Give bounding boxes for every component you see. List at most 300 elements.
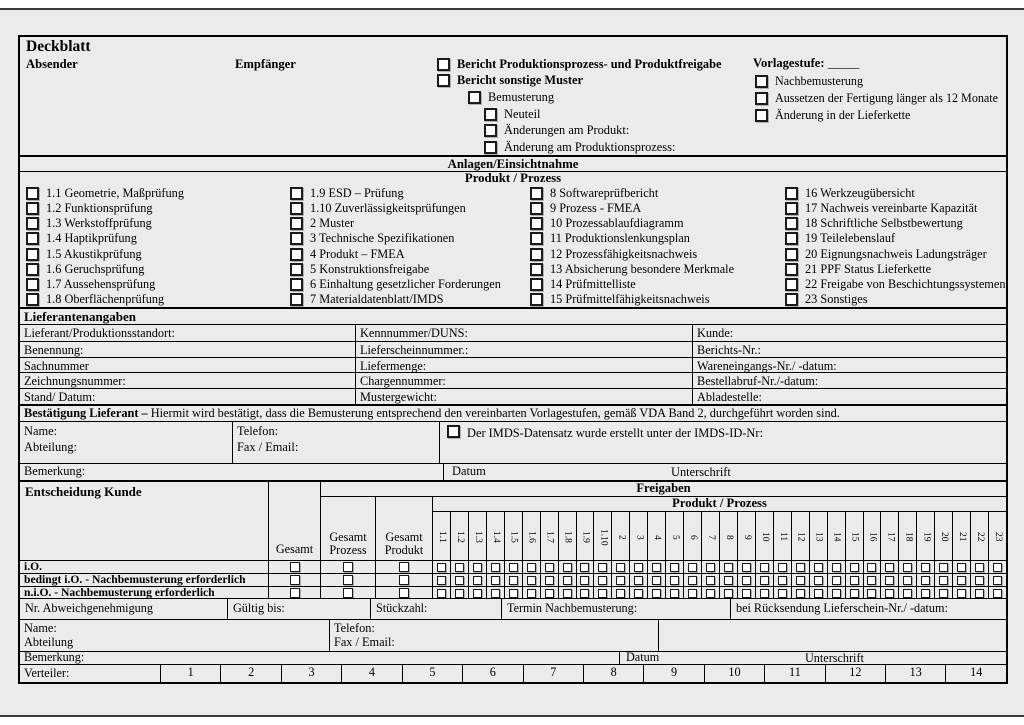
checkbox[interactable] xyxy=(993,589,1002,598)
verteiler-cell[interactable]: 2 xyxy=(220,665,280,682)
freigabe-cell xyxy=(541,586,558,599)
checkbox[interactable] xyxy=(850,563,859,572)
anlagen-checkbox-grid xyxy=(20,186,1006,309)
checkbox[interactable] xyxy=(903,576,912,585)
checkbox[interactable] xyxy=(832,563,841,572)
checkbox[interactable] xyxy=(26,232,39,245)
checkbox[interactable] xyxy=(867,576,876,585)
checkbox[interactable] xyxy=(580,576,589,585)
checkbox[interactable] xyxy=(527,589,536,598)
anlagen-item xyxy=(785,216,1006,231)
abteilung-label: Abteilung xyxy=(24,635,74,649)
checkbox[interactable] xyxy=(437,563,446,572)
checkbox[interactable] xyxy=(785,293,798,306)
freigabe-column-header: 11 xyxy=(777,532,788,542)
checkbox[interactable] xyxy=(455,589,464,598)
checkbox[interactable] xyxy=(634,563,643,572)
checkbox[interactable] xyxy=(399,562,409,572)
checkbox[interactable] xyxy=(957,563,966,572)
freigabe-cell xyxy=(433,560,450,573)
freigabe-column xyxy=(863,512,881,599)
checkbox[interactable] xyxy=(530,202,543,215)
freigabe-cell xyxy=(559,573,576,586)
freigabe-cell xyxy=(720,560,737,573)
supplier-phone-cell[interactable] xyxy=(233,422,440,463)
checkbox[interactable] xyxy=(706,576,715,585)
customer-name-cell[interactable] xyxy=(20,620,330,651)
deckblatt-form xyxy=(18,35,1008,684)
abweichgenehmigung-row xyxy=(20,599,1006,620)
lieferanten-cell[interactable]: Kunde: xyxy=(692,325,1006,341)
verteiler-cell[interactable]: 3 xyxy=(281,665,341,682)
checkbox[interactable] xyxy=(921,589,930,598)
checkbox[interactable] xyxy=(796,576,805,585)
freigabe-column-header: 5 xyxy=(670,534,681,540)
checkbox[interactable] xyxy=(957,589,966,598)
verteiler-cell[interactable]: 7 xyxy=(523,665,583,682)
lieferanten-cell[interactable]: Berichts-Nr.: xyxy=(692,341,1006,357)
freigabe-cell xyxy=(523,573,540,586)
checkbox[interactable] xyxy=(939,563,948,572)
fax-email-label: Fax / Email: xyxy=(237,440,299,454)
checkbox[interactable] xyxy=(921,563,930,572)
checkbox[interactable] xyxy=(290,293,303,306)
checkbox[interactable] xyxy=(975,576,984,585)
lieferanten-cell[interactable]: Zeichnungsnummer: xyxy=(20,372,355,388)
checkbox[interactable] xyxy=(26,263,39,276)
freigabe-column-header: 17 xyxy=(885,532,896,542)
checkbox[interactable] xyxy=(530,263,543,276)
anlagen-item xyxy=(26,277,284,292)
checkbox[interactable] xyxy=(785,278,798,291)
checkbox[interactable] xyxy=(484,108,497,121)
freigabe-cell xyxy=(433,573,450,586)
checkbox[interactable] xyxy=(343,588,353,598)
anlagen-item-label: 23 Sonstiges xyxy=(805,291,868,306)
freigabe-cell xyxy=(469,560,486,573)
checkbox[interactable] xyxy=(290,248,303,261)
freigabe-column xyxy=(755,512,773,599)
bemerkung-cell[interactable]: Bemerkung: xyxy=(20,652,620,664)
freigabe-cell xyxy=(487,586,504,599)
gesamt-cell xyxy=(269,573,320,586)
checkbox[interactable] xyxy=(545,576,554,585)
checkbox[interactable] xyxy=(455,576,464,585)
abweichung-cell[interactable]: Stückzahl: xyxy=(370,599,501,619)
lieferanten-cell[interactable]: Lieferant/Produktionsstandort: xyxy=(24,326,175,340)
checkbox[interactable] xyxy=(652,576,661,585)
anlagen-item xyxy=(290,216,524,231)
verteiler-cell[interactable]: 12 xyxy=(825,665,885,682)
freigabe-cell xyxy=(505,573,522,586)
abweichung-cell[interactable]: Nr. Abweichgenehmigung xyxy=(25,601,153,615)
checkbox[interactable] xyxy=(509,576,518,585)
freigabe-column-header: 1.8 xyxy=(562,531,573,543)
checkbox[interactable] xyxy=(290,588,300,598)
checkbox[interactable] xyxy=(530,217,543,230)
freigabe-cell xyxy=(505,586,522,599)
freigabe-cell xyxy=(559,586,576,599)
checkbox[interactable] xyxy=(455,563,464,572)
checkbox[interactable] xyxy=(975,589,984,598)
freigabe-cell xyxy=(594,573,611,586)
freigabe-cell xyxy=(810,560,827,573)
gesamt-column xyxy=(268,482,320,599)
checkbox[interactable] xyxy=(760,563,769,572)
checkbox[interactable] xyxy=(290,278,303,291)
checkbox[interactable] xyxy=(755,92,768,105)
checkbox[interactable] xyxy=(814,576,823,585)
freigabe-column xyxy=(737,512,755,599)
checkbox[interactable] xyxy=(580,563,589,572)
checkbox[interactable] xyxy=(939,576,948,585)
checkbox[interactable] xyxy=(903,563,912,572)
checkbox[interactable] xyxy=(290,232,303,245)
freigabe-cell xyxy=(846,586,863,599)
freigabe-column xyxy=(611,512,629,599)
lieferanten-cell[interactable]: Sachnummer xyxy=(20,357,355,373)
anlagen-item-label: 14 Prüfmittelliste xyxy=(550,276,636,291)
entscheidung-kunde-section xyxy=(20,482,1006,599)
checkbox[interactable] xyxy=(290,575,300,585)
checkbox[interactable] xyxy=(785,187,798,200)
checkbox[interactable] xyxy=(957,576,966,585)
freigabe-column-header: 6 xyxy=(688,534,699,540)
gesamt-produkt-label: Gesamt Produkt xyxy=(384,530,424,557)
checkbox[interactable] xyxy=(598,589,607,598)
freigabe-column-header: 14 xyxy=(831,532,842,542)
freigabe-cell xyxy=(738,560,755,573)
checkbox[interactable] xyxy=(473,589,482,598)
report-check-row xyxy=(437,73,721,90)
checkbox[interactable] xyxy=(580,589,589,598)
freigabe-cell xyxy=(774,573,791,586)
checkbox[interactable] xyxy=(26,217,39,230)
checkbox[interactable] xyxy=(473,576,482,585)
anlagen-item-label: 1.6 Geruchsprüfung xyxy=(46,261,145,276)
anlagen-item-label: 3 Technische Spezifikationen xyxy=(310,231,455,246)
checkbox[interactable] xyxy=(688,563,697,572)
lieferanten-cell[interactable]: Lieferscheinnummer.: xyxy=(355,341,692,357)
datum-label: Datum xyxy=(452,464,486,478)
checkbox[interactable] xyxy=(814,563,823,572)
checkbox[interactable] xyxy=(867,589,876,598)
freigabe-column xyxy=(433,512,450,599)
checkbox[interactable] xyxy=(814,589,823,598)
freigabe-cell xyxy=(684,573,701,586)
anlagen-item-label: 1.9 ESD – Prüfung xyxy=(310,186,404,201)
checkbox[interactable] xyxy=(26,248,39,261)
lieferanten-cell[interactable]: Kennnummer/DUNS: xyxy=(355,325,692,341)
datum-label: Datum xyxy=(626,650,660,664)
checkbox[interactable] xyxy=(26,202,39,215)
lieferanten-cell[interactable]: Benennung: xyxy=(20,341,355,357)
checkbox[interactable] xyxy=(785,263,798,276)
lieferanten-cell[interactable]: Wareneingangs-Nr./ -datum: xyxy=(692,357,1006,373)
checkbox[interactable] xyxy=(724,576,733,585)
supplier-name-cell[interactable] xyxy=(20,422,233,463)
checkbox[interactable] xyxy=(670,576,679,585)
checkbox[interactable] xyxy=(903,589,912,598)
checkbox[interactable] xyxy=(760,576,769,585)
checkbox[interactable] xyxy=(545,589,554,598)
anlagen-item-label: 1.4 Haptikprüfung xyxy=(46,231,137,246)
anlagen-item xyxy=(530,216,779,231)
abweichung-cell[interactable]: Termin Nachbemusterung: xyxy=(501,599,730,619)
bemerkung-cell[interactable]: Bemerkung: xyxy=(20,464,444,480)
checkbox[interactable] xyxy=(527,576,536,585)
checkbox[interactable] xyxy=(616,589,625,598)
checkbox[interactable] xyxy=(290,202,303,215)
anlagen-item xyxy=(785,231,1006,246)
checkbox[interactable] xyxy=(939,589,948,598)
lieferanten-cell[interactable]: Liefermenge: xyxy=(355,357,692,373)
freigabe-cell xyxy=(864,560,881,573)
checkbox[interactable] xyxy=(530,232,543,245)
checkbox[interactable] xyxy=(993,563,1002,572)
freigabe-column-header: 20 xyxy=(939,532,950,542)
abweichung-cell[interactable]: bei Rücksendung Lieferschein-Nr./ -datum: xyxy=(730,599,1006,619)
freigabe-column-header: 10 xyxy=(759,532,770,542)
checkbox[interactable] xyxy=(885,576,894,585)
checkbox[interactable] xyxy=(343,575,353,585)
checkbox[interactable] xyxy=(670,589,679,598)
anlagen-column xyxy=(284,186,524,307)
report-check-label: Bericht sonstige Muster xyxy=(457,73,583,88)
anlagen-item xyxy=(530,262,779,277)
report-type-checks xyxy=(437,56,721,156)
freigabe-cell xyxy=(756,573,773,586)
checkbox[interactable] xyxy=(598,576,607,585)
anlagen-item-label: 4 Produkt – FMEA xyxy=(310,246,405,261)
lieferanten-cell[interactable]: Stand/ Datum: xyxy=(20,388,355,404)
checkbox[interactable] xyxy=(484,141,497,154)
anlagen-title-bar: Anlagen/Einsichtnahme xyxy=(20,157,1006,172)
freigabe-column xyxy=(970,512,988,599)
checkbox[interactable] xyxy=(778,563,787,572)
freigabe-cell xyxy=(864,586,881,599)
checkbox[interactable] xyxy=(491,563,500,572)
checkbox[interactable] xyxy=(850,576,859,585)
freigaben-number-columns xyxy=(432,497,1006,599)
checkbox[interactable] xyxy=(530,187,543,200)
lieferanten-cell[interactable]: Mustergewicht: xyxy=(355,388,692,404)
freigabe-column-header: 22 xyxy=(975,532,986,542)
checkbox[interactable] xyxy=(885,563,894,572)
name-label: Name: xyxy=(24,621,57,635)
freigabe-cell xyxy=(899,560,916,573)
gesamt-produkt-column xyxy=(375,497,432,599)
checkbox[interactable] xyxy=(530,293,543,306)
verteiler-cell[interactable]: 9 xyxy=(643,665,703,682)
checkbox[interactable] xyxy=(290,263,303,276)
anlagen-item-label: 8 Softwareprüfbericht xyxy=(550,186,659,201)
freigabe-cell xyxy=(612,573,629,586)
anlagen-item xyxy=(785,262,1006,277)
checkbox[interactable] xyxy=(437,58,450,71)
checkbox[interactable] xyxy=(706,563,715,572)
verteiler-cell[interactable]: 1 xyxy=(160,665,220,682)
anlagen-item-label: 1.1 Geometrie, Maßprüfung xyxy=(46,186,184,201)
customer-phone-cell[interactable] xyxy=(330,620,659,651)
checkbox[interactable] xyxy=(527,563,536,572)
checkbox[interactable] xyxy=(484,124,497,137)
freigabe-cell xyxy=(792,586,809,599)
checkbox[interactable] xyxy=(290,562,300,572)
freigabe-cell xyxy=(684,560,701,573)
anlagen-column xyxy=(20,186,284,307)
freigabe-cell xyxy=(487,573,504,586)
verteiler-cell[interactable]: 13 xyxy=(885,665,945,682)
checkbox[interactable] xyxy=(399,588,409,598)
checkbox[interactable] xyxy=(724,589,733,598)
checkbox[interactable] xyxy=(634,576,643,585)
verteiler-cell[interactable]: 4 xyxy=(341,665,401,682)
abteilung-label: Abteilung: xyxy=(24,440,77,454)
checkbox[interactable] xyxy=(742,576,751,585)
vorlagestufe-blank[interactable]: _____ xyxy=(827,56,860,70)
verteiler-cell[interactable]: 8 xyxy=(583,665,643,682)
freigabe-cell xyxy=(917,560,934,573)
checkbox[interactable] xyxy=(26,187,39,200)
checkbox[interactable] xyxy=(634,589,643,598)
freigabe-cell xyxy=(702,560,719,573)
anlagen-item-label: 13 Absicherung besondere Merkmale xyxy=(550,261,735,276)
freigabe-cell xyxy=(451,586,468,599)
checkbox[interactable] xyxy=(670,563,679,572)
freigabe-cell xyxy=(971,586,988,599)
anlagen-item xyxy=(530,247,779,262)
checkbox[interactable] xyxy=(832,576,841,585)
checkbox[interactable] xyxy=(993,576,1002,585)
freigabe-column xyxy=(916,512,934,599)
freigabe-cell xyxy=(720,573,737,586)
header-section xyxy=(20,37,1006,157)
abweichung-cell[interactable]: Gültig bis: xyxy=(227,599,370,619)
checkbox[interactable] xyxy=(473,563,482,572)
freigabe-column-header: 1.10 xyxy=(598,528,609,546)
freigabe-cell xyxy=(828,586,845,599)
checkbox[interactable] xyxy=(563,589,572,598)
freigabe-cell xyxy=(487,560,504,573)
checkbox[interactable] xyxy=(706,589,715,598)
verteiler-cell[interactable]: 6 xyxy=(462,665,522,682)
checkbox[interactable] xyxy=(867,563,876,572)
verteiler-cell[interactable]: 5 xyxy=(402,665,462,682)
checkbox[interactable] xyxy=(598,563,607,572)
checkbox[interactable] xyxy=(885,589,894,598)
checkbox[interactable] xyxy=(832,589,841,598)
checkbox[interactable] xyxy=(778,589,787,598)
checkbox[interactable] xyxy=(724,563,733,572)
verteiler-cell[interactable]: 11 xyxy=(764,665,824,682)
checkbox[interactable] xyxy=(760,589,769,598)
checkbox[interactable] xyxy=(343,562,353,572)
checkbox[interactable] xyxy=(491,576,500,585)
checkbox[interactable] xyxy=(688,589,697,598)
lieferanten-cell[interactable]: Bestellabruf-Nr./-datum: xyxy=(692,372,1006,388)
lieferanten-cell[interactable]: Abladestelle: xyxy=(692,388,1006,404)
lieferanten-cell[interactable]: Chargennummer: xyxy=(355,372,692,388)
checkbox[interactable] xyxy=(785,217,798,230)
checkbox[interactable] xyxy=(437,576,446,585)
checkbox[interactable] xyxy=(850,589,859,598)
checkbox[interactable] xyxy=(468,91,481,104)
freigabe-cell xyxy=(917,586,934,599)
checkbox[interactable] xyxy=(26,278,39,291)
gesamt-sub-cell xyxy=(321,573,375,586)
checkbox[interactable] xyxy=(616,576,625,585)
bemusterung-row xyxy=(468,89,721,106)
checkbox[interactable] xyxy=(437,589,446,598)
freigabe-cell xyxy=(720,586,737,599)
freigabe-column-header: 23 xyxy=(993,532,1004,542)
header-right-check-row xyxy=(755,73,998,90)
checkbox[interactable] xyxy=(652,563,661,572)
checkbox[interactable] xyxy=(652,589,661,598)
produkt-prozess-bar: Produkt / Prozess xyxy=(464,171,562,185)
checkbox[interactable] xyxy=(509,589,518,598)
anlagen-item-label: 9 Prozess - FMEA xyxy=(550,201,642,216)
checkbox[interactable] xyxy=(742,563,751,572)
checkbox[interactable] xyxy=(742,589,751,598)
verteiler-cell[interactable]: 10 xyxy=(704,665,764,682)
checkbox[interactable] xyxy=(399,575,409,585)
checkbox[interactable] xyxy=(290,217,303,230)
checkbox[interactable] xyxy=(796,589,805,598)
checkbox[interactable] xyxy=(785,202,798,215)
checkbox[interactable] xyxy=(290,187,303,200)
checkbox[interactable] xyxy=(509,563,518,572)
checkbox[interactable] xyxy=(796,563,805,572)
checkbox[interactable] xyxy=(921,576,930,585)
anlagen-item-label: 1.7 Aussehensprüfung xyxy=(46,276,156,291)
checkbox[interactable] xyxy=(437,74,450,87)
checkbox[interactable] xyxy=(491,589,500,598)
freigabe-column xyxy=(468,512,486,599)
checkbox[interactable] xyxy=(975,563,984,572)
anlagen-item xyxy=(26,186,284,201)
checkbox[interactable] xyxy=(26,293,39,306)
checkbox[interactable] xyxy=(688,576,697,585)
checkbox[interactable] xyxy=(755,75,768,88)
anlagen-item-label: 6 Einhaltung gesetzlicher Forderungen xyxy=(310,276,501,291)
anlagen-item xyxy=(26,247,284,262)
freigabe-column xyxy=(898,512,916,599)
checkbox[interactable] xyxy=(755,109,768,122)
anlagen-item xyxy=(530,277,779,292)
anlagen-item-label: 1.2 Funktionsprüfung xyxy=(46,201,153,216)
checkbox[interactable] xyxy=(563,576,572,585)
page-title: Deckblatt xyxy=(26,38,91,55)
checkbox[interactable] xyxy=(530,278,543,291)
checkbox[interactable] xyxy=(778,576,787,585)
imds-checkbox[interactable] xyxy=(447,425,460,438)
checkbox[interactable] xyxy=(545,563,554,572)
lieferanten-table xyxy=(20,325,1006,406)
checkbox[interactable] xyxy=(785,232,798,245)
anlagen-item xyxy=(26,231,284,246)
freigabe-cell xyxy=(810,573,827,586)
checkbox[interactable] xyxy=(530,248,543,261)
bestaetigung-label: Bestätigung Lieferant – xyxy=(24,406,148,420)
checkbox[interactable] xyxy=(563,563,572,572)
checkbox[interactable] xyxy=(785,248,798,261)
checkbox[interactable] xyxy=(616,563,625,572)
verteiler-cell[interactable]: 14 xyxy=(945,665,1005,682)
unterschrift-label: Unterschrift xyxy=(671,465,731,479)
unterschrift-label: Unterschrift xyxy=(805,651,864,665)
